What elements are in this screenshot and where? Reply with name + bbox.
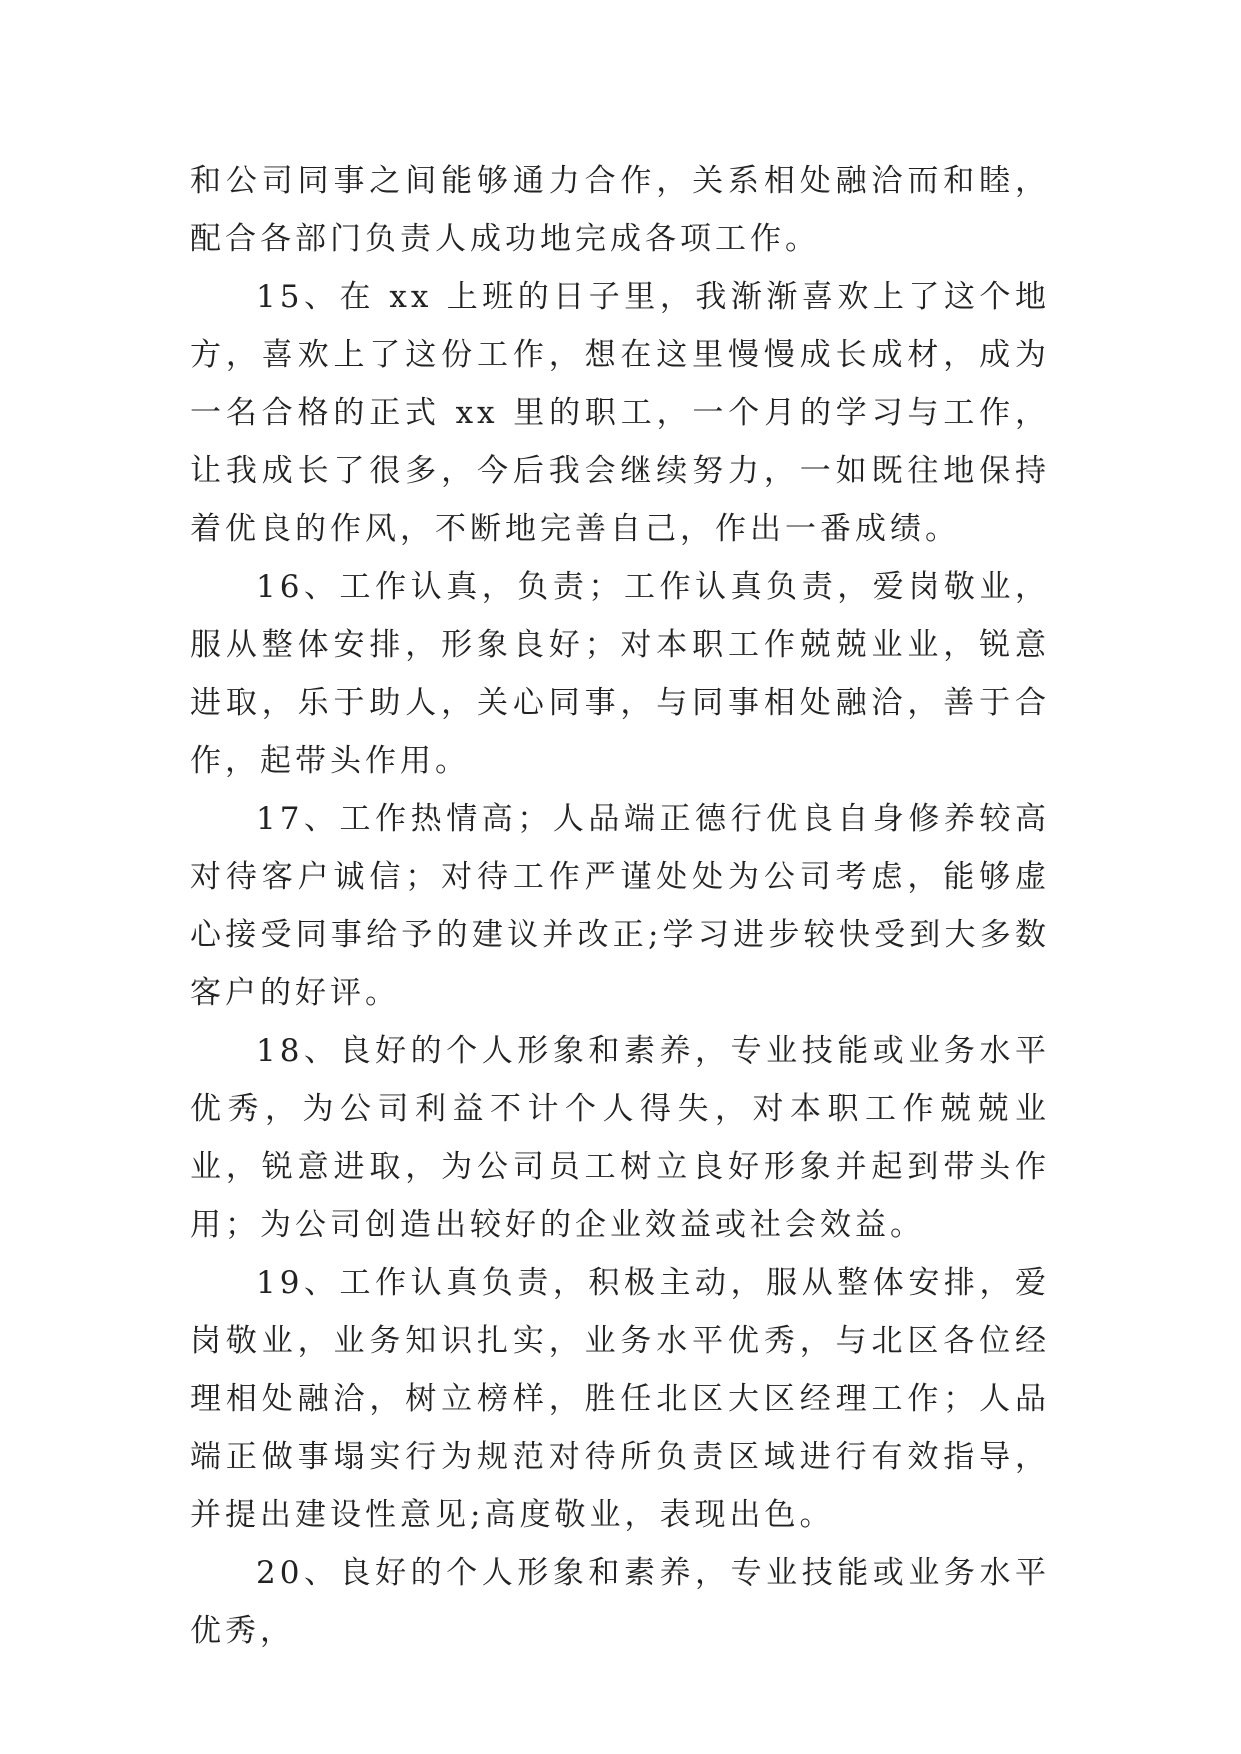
paragraph-item-18: 18、良好的个人形象和素养，专业技能或业务水平优秀，为公司利益不计个人得失，对本职工作兢兢业业，锐意进取，为公司员工树立良好形象并起到带头作用；为公司创造出较好的企业效益或社会效益。	[190, 1033, 1050, 1243]
document-body	[190, 152, 1050, 1660]
paragraph-item-17: 17、工作热情高；人品端正德行优良自身修养较高对待客户诚信；对待工作严谨处处为公司考虑，能够虚心接受同事给予的建议并改正;学习进步较快受到大多数客户的好评。	[190, 801, 1050, 1011]
paragraph-item-16: 16、工作认真，负责；工作认真负责，爱岗敬业，服从整体安排，形象良好；对本职工作兢兢业业，锐意进取，乐于助人，关心同事，与同事相处融洽，善于合作，起带头作用。	[190, 569, 1050, 779]
paragraph-item-15: 15、在 xx 上班的日子里，我渐渐喜欢上了这个地方，喜欢上了这份工作，想在这里慢慢成长成材，成为一名合格的正式 xx 里的职工，一个月的学习与工作，让我成长了很多，今后我会继续努力，一如既往地保持着优良的作风，不断地完善自己，作出一番成绩。	[190, 279, 1050, 547]
paragraph-continuation: 和公司同事之间能够通力合作，关系相处融洽而和睦，配合各部门负责人成功地完成各项工作。	[190, 163, 1050, 257]
paragraph-item-20: 20、良好的个人形象和素养，专业技能或业务水平优秀，	[190, 1555, 1050, 1649]
paragraph-item-19: 19、工作认真负责，积极主动，服从整体安排，爱岗敬业，业务知识扎实，业务水平优秀，与北区各位经理相处融洽，树立榜样，胜任北区大区经理工作；人品端正做事塌实行为规范对待所负责区域进行有效指导，并提出建设性意见;高度敬业，表现出色。	[190, 1265, 1050, 1533]
